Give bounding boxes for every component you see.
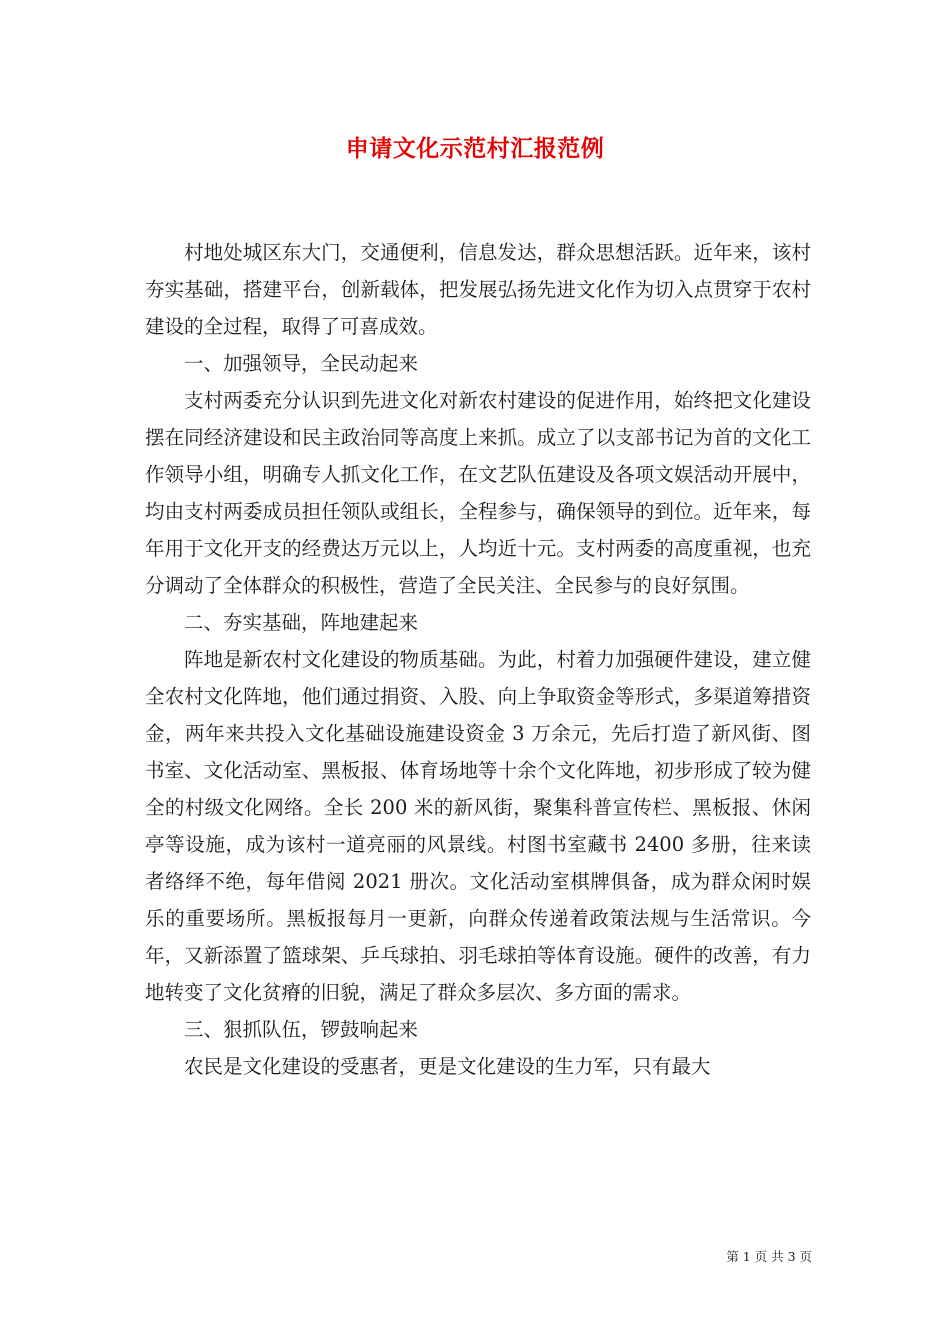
section-1-heading: 一、加强领导，全民动起来 [184,352,419,375]
section-3-paragraph: 农民是文化建设的受惠者，更是文化建设的生力军，只有最大 [184,1055,711,1078]
section-1-paragraph: 支村两委充分认识到先进文化对新农村建设的促进作用，始终把文化建设摆在同经济建设和民主政治同等高度上来抓。成立了以支部书记为首的文化工作领导小组，明确专人抓文化工作，在文艺队伍建设及各项文娱活动开展中，均由支村两委成员担任领队或组长，全程参与，确保领导的到位。近年来，每年用于文化开支的经费达万元以上，人均近十元。支村两委的高度重视，也充分调动了全体群众的积极性，营造了全民关注、全民参与的良好氛围。 [145,389,811,597]
page-number-footer: 第 1 页 共 3 页 [726,1249,812,1264]
intro-paragraph: 村地处城区东大门，交通便利，信息发达，群众思想活跃。近年来，该村夯实基础，搭建平台，创新载体，把发展弘扬先进文化作为切入点贯穿于农村建设的全过程，取得了可喜成效。 [145,241,811,338]
section-3-heading: 三、狠抓队伍，锣鼓响起来 [184,1018,419,1041]
document-title: 申请文化示范村汇报范例 [345,135,605,162]
document-body [145,234,811,1085]
section-2-paragraph: 阵地是新农村文化建设的物质基础。为此，村着力加强硬件建设，建立健全农村文化阵地，他们通过捐资、入股、向上争取资金等形式，多渠道筹措资金，两年来共投入文化基础设施建设资金 3 万余元，先后打造了新风街、图书室、文化活动室、黑板报、体育场地等十余个文化阵地，初步形成了较为健全的村级文化网络。全长 200 米的新风街，聚集科普宣传栏、黑板报、休闲亭等设施，成为该村一道亮丽的风景线。村图书室藏书 2400 多册，往来读者络绎不绝，每年借阅 2021 册次。文化活动室棋牌俱备，成为群众闲时娱乐的重要场所。黑板报每月一更新，向群众传递着政策法规与生活常识。今年，又新添置了篮球架、乒乓球拍、羽毛球拍等体育设施。硬件的改善，有力地转变了文化贫瘠的旧貌，满足了群众多层次、多方面的需求。 [145,648,811,1004]
section-2-heading: 二、夯实基础，阵地建起来 [184,611,419,634]
